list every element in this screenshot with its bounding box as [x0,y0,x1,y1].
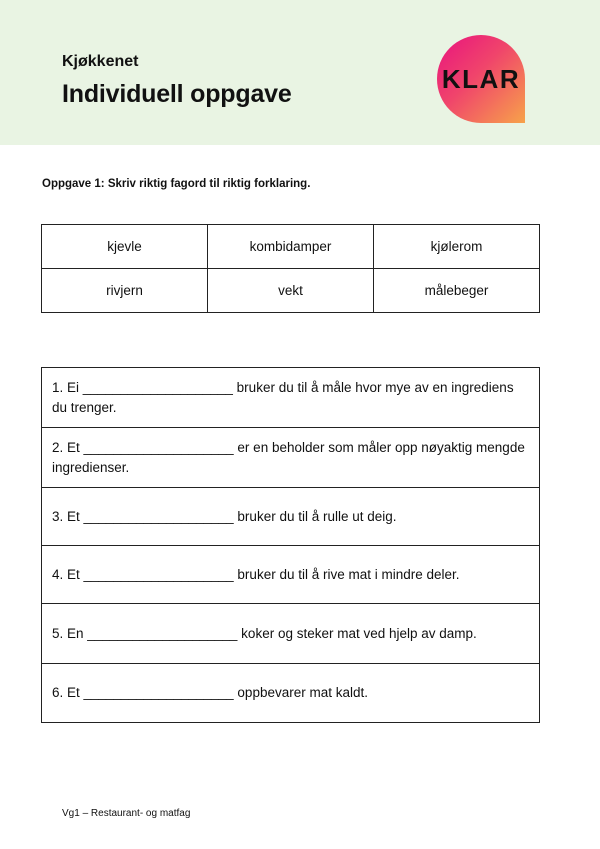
word-cell: kjølerom [374,225,540,269]
word-bank-row [42,225,540,269]
word-cell: målebeger [374,269,540,313]
question-item: 2. Et ____________________ er en beholder som måler opp nøyaktig mengde ingredienser. [42,428,539,488]
logo-text: KLAR [441,63,521,94]
question-item: 4. Et ____________________ bruker du til å rive mat i mindre deler. [42,546,539,604]
word-cell: kombidamper [208,225,374,269]
question-item: 6. Et ____________________ oppbevarer mat kaldt. [52,685,368,700]
question-item: 5. En ____________________ koker og steker mat ved hjelp av damp. [42,604,539,664]
question-item: 3. Et ____________________ bruker du til å rulle ut deig. [42,488,539,546]
page-footer: Vg1 – Restaurant- og matfag [62,808,191,819]
task-heading: Oppgave 1: Skriv riktig fagord til riktig forklaring. [42,178,311,190]
subject-label: Kjøkkenet [62,53,139,70]
question-item: 1. Ei ____________________ bruker du til å måle hvor mye av en ingrediens du trenger. [42,368,539,428]
word-bank-table [41,224,540,313]
page-header [0,0,600,145]
question-list [41,367,540,723]
word-cell: kjevle [42,225,208,269]
page-title: Individuell oppgave [62,80,292,108]
klar-logo [437,35,525,123]
word-cell: rivjern [42,269,208,313]
word-cell: vekt [208,269,374,313]
word-bank-row [42,269,540,313]
